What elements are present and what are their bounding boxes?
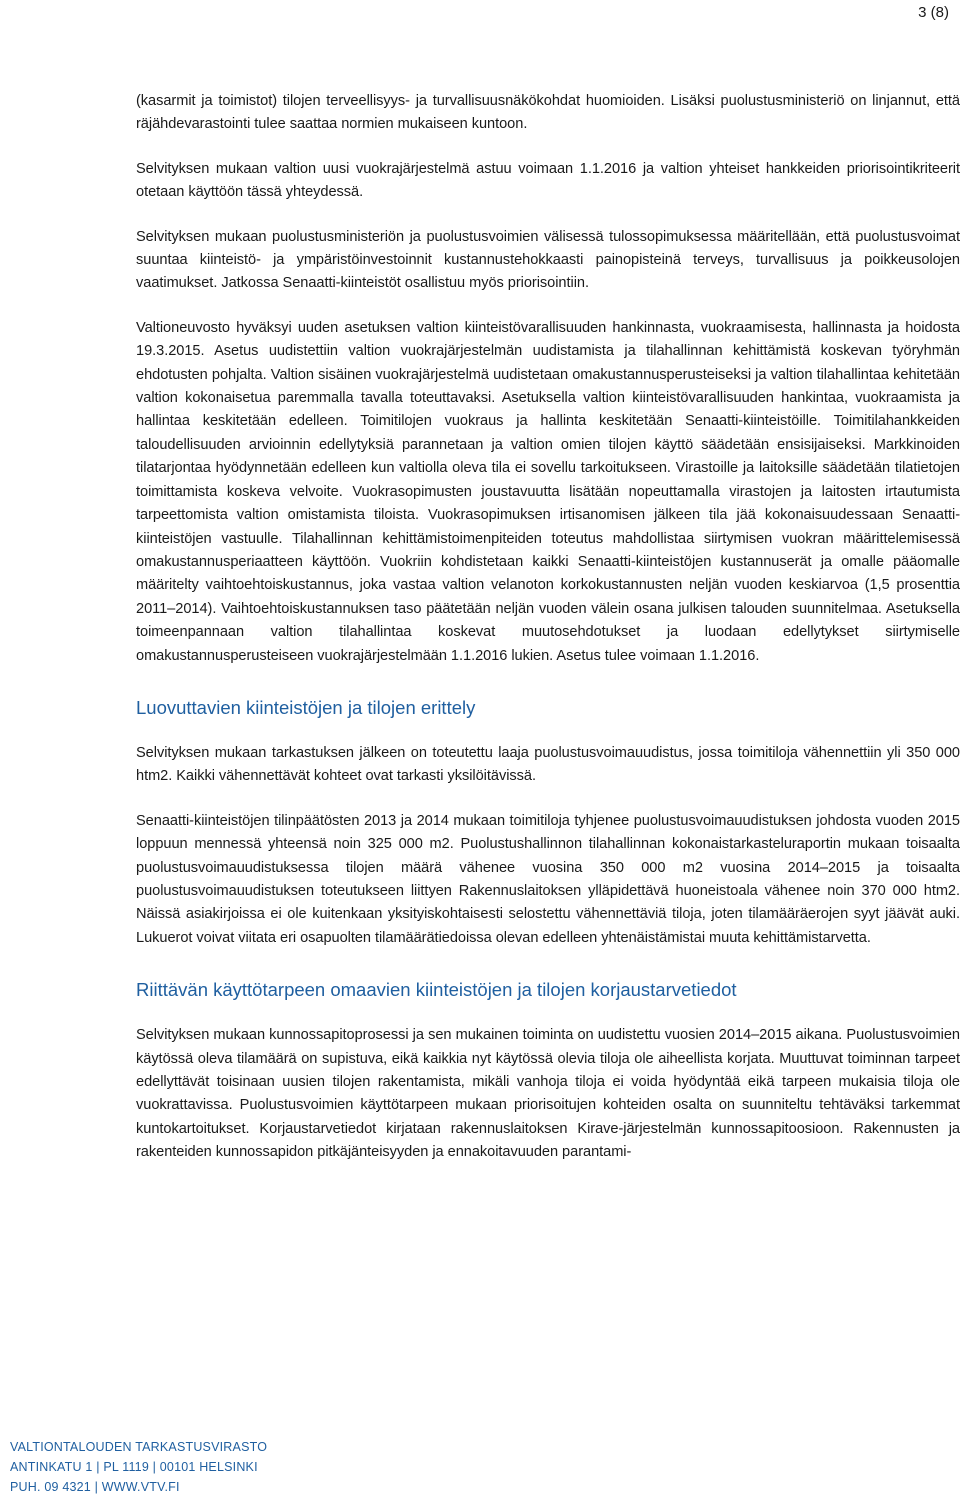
paragraph: Selvityksen mukaan kunnossapitoprosessi ja sen mukainen toiminta on uudistettu vuosien 2014–2015 aikana. Puolustusvoimien käytössä oleva tilamäärä on supistuva, eikä kaikkia nyt käytössä olevia tiloja ole aiheellista korjata. Muuttuvat toiminnan tarpeet edellyttävät toisinaan uusien tilojen rakentamista, mikäli vanhoja tiloja ei voida hyödyntää eikä tarpeen mukaisia tiloja ole vuokrattavissa. Puolustusvoimien käyttötarpeen mukaan priorisoitujen kohteiden osalta on suunniteltu tehtäväksi tarkemmat kuntokartoitukset. Korjaustarvetiedot kirjataan rakennuslaitoksen Kirave-järjestelmän kunnossapitoosioon. Rakennusten ja rakenteiden kunnossapidon pitkäjänteisyyden ja ennakoitavuuden parantami- xyxy=(136,1027,960,1161)
footer-contact: PUH. 09 4321 | WWW.VTV.FI xyxy=(10,1480,180,1494)
section-heading: Riittävän käyttötarpeen omaavien kiinteistöjen ja tilojen korjaustarvetiedot xyxy=(136,979,737,1001)
section-heading: Luovuttavien kiinteistöjen ja tilojen erittely xyxy=(136,696,476,718)
paragraph: Selvityksen mukaan puolustusministeriön ja puolustusvoimien välisessä tulossopimuksessa määritellään, että puolustusvoimat suuntaa kiinteistö- ja ympäristöinvestoinnit kustannustehokkaasti painopisteinä terveys, turvallisuus ja poikkeusolojen vaatimukset. Jatkossa Senaatti-kiinteistöt osallistuu myös priorisointiin. xyxy=(136,228,960,292)
paragraph: Valtioneuvosto hyväksyi uuden asetuksen valtion kiinteistövarallisuuden hankinnasta, vuokraamisesta, hallinnasta ja hoidosta 19.3.2015. Asetus uudistettiin valtion vuokrajärjestelmän uudistamista ja tilahallinnan kehittämistä koskevan työryhmän ehdotusten pohjalta. Valtion sisäinen vuokrajärjestelmä uudistetaan omakustannusperusteiseksi ja valtion tilahallintaa kehitetään valtion kokonaisetua paremmalla tavalla toteuttavaksi. Asetuksella valtion kiinteistövarallisuuden hankintaa, vuokraamista ja hallintaa keskitetään edelleen. Toimitilojen vuokraus ja hallinta keskitetään Senaatti-kiinteistöille. Toimitilahankkeiden taloudellisuuden arvioinnin edellytyksiä parannetaan ja valtion omien tilojen käyttö säädetään ensisijaiseksi. Markkinoiden tilatarjontaa hyödynnetään edelleen kun valtiolla oleva tila ei sovellu tarkoitukseen. Virastoille ja laitoksille säädetään tilatietojen toimittamista koskeva velvoite. Vuokrasopimusten joustavuutta lisätään nopeuttamalla virastojen ja laitosten irtautumista tarpeettomista valtion omistamista tiloista. Vuokrasopimuksen irtisanomisen jälkeen tila jää kokonaisuudessaan Senaatti-kiinteistöjen vastuulle. Tilahallinnan kehittämistoimenpiteiden toteutus mahdollistaa siirtymisen vuokran määrittelemisessä omakustannusperiaatteen käyttöön. Vuokriin kohdistetaan kaikki Senaatti-kiinteistöjen kustannuserät ja omalle pääomalle määritelty vaihtoehtoiskustannus, joka vastaa valtion velanoton korkokustannusten neljän vuoden keskiarvoa (1,5 prosenttia 2011–2014). Vaihtoehtoiskustannuksen taso päätetään neljän vuoden välein osana julkisen talouden suunnitelmaa. Asetuksella toimeenpannaan valtion tilahallintaa koskevat muutosehdotukset ja luodaan edellytykset siirtymiselle omakustannusperusteiseen vuokrajärjestelmään 1.1.2016 lukien. Asetus tulee voimaan 1.1.2016. xyxy=(136,319,960,664)
paragraph: Selvityksen mukaan tarkastuksen jälkeen on toteutettu laaja puolustusvoimauudistus, jossa toimitiloja vähennettiin yli 350 000 htm2. Kaikki vähennettävät kohteet ovat tarkasti yksilöitävissä. xyxy=(136,744,960,785)
paragraph: Senaatti-kiinteistöjen tilinpäätösten 2013 ja 2014 mukaan toimitiloja tyhjenee puolustusvoimauudistuksen johdosta vuoden 2015 loppuun mennessä yhteensä noin 325 000 m2. Puolustushallinnon tilahallinnan kokonaistarkasteluraportin mukaan toisaalta puolustusvoimauudistuksessa tilojen määrä vähenee vuosina 350 000 m2 vuosina 2014–2015 ja toisaalta puolustusvoimauudistuksen toteutukseen liittyen Rakennuslaitoksen ylläpidettävä huoneistoala vähenee noin 370 000 htm2. Näissä asiakirjoissa ei ole kuitenkaan yksityiskohtaisesti selostettu vähennettäviä tiloja, joten tilamääräerojen syyt jäävät auki. Lukuerot voivat viitata eri osapuolten tilamäärätiedoissa olevan edelleen yhtenäistämistai muuta kehittämistarvetta. xyxy=(136,812,960,946)
footer-organization: VALTIONTALOUDEN TARKASTUSVIRASTO xyxy=(10,1440,268,1454)
paragraph: (kasarmit ja toimistot) tilojen terveellisyys- ja turvallisuusnäkökohdat huomioiden. Lisäksi puolustusministeriö on linjannut, että räjähdevarastointi tulee saattaa normien mukaiseen kuntoon. xyxy=(136,93,960,133)
paragraph: Selvityksen mukaan valtion uusi vuokrajärjestelmä astuu voimaan 1.1.2016 ja valtion yhteiset hankkeiden priorisointikriteerit otetaan käyttöön tässä yhteydessä. xyxy=(136,160,960,201)
footer-address: ANTINKATU 1 | PL 1119 | 00101 HELSINKI xyxy=(10,1460,258,1474)
footer xyxy=(10,1437,267,1497)
document-body xyxy=(136,90,960,1186)
page-number: 3 (8) xyxy=(918,4,949,21)
